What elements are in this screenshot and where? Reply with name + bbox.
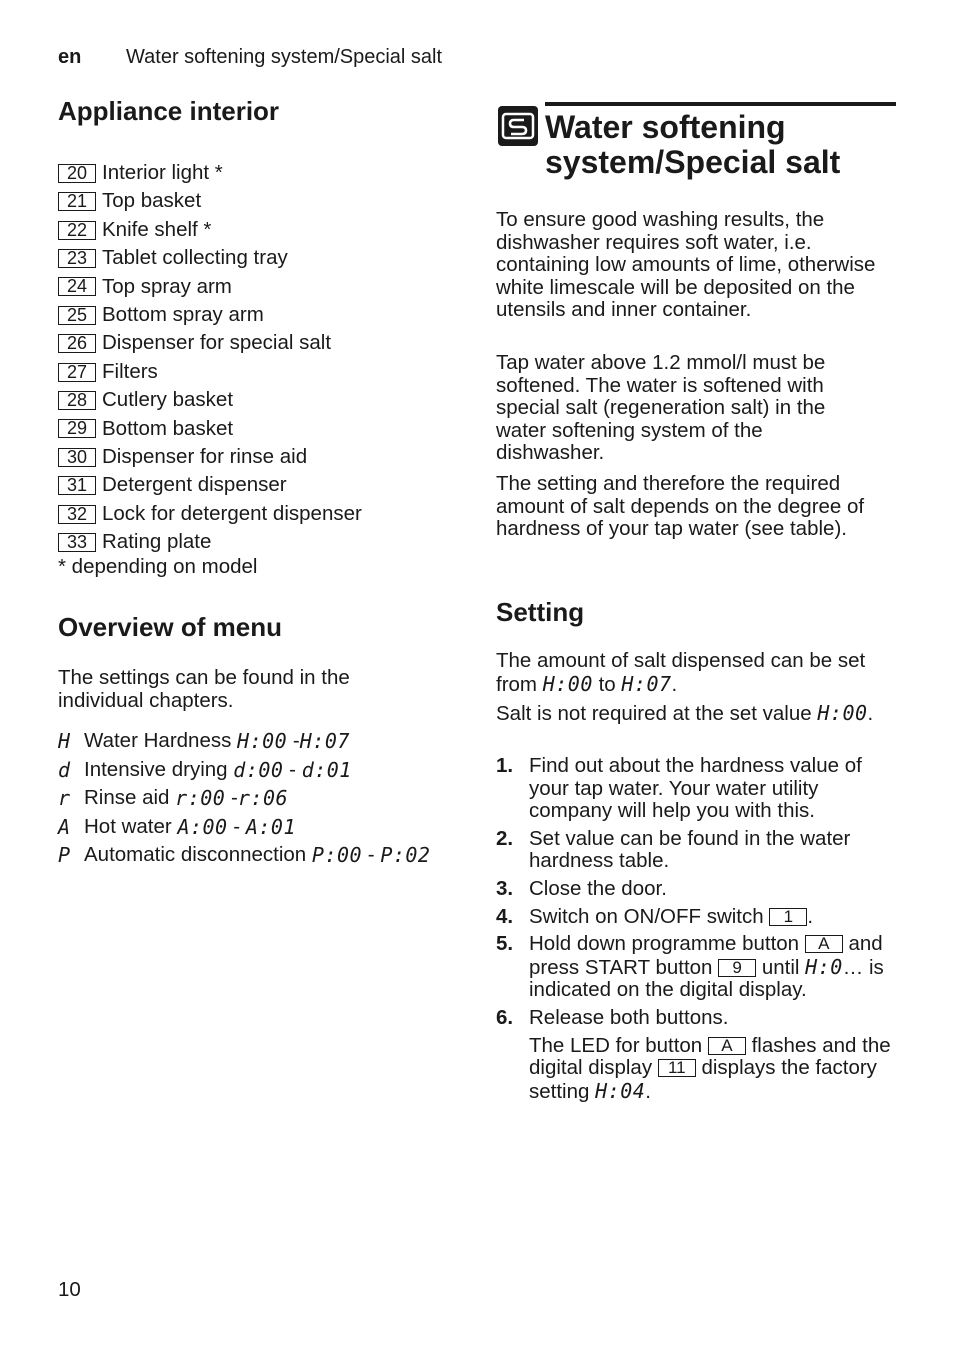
part-number: 22: [58, 221, 96, 240]
salt-paragraph-1: To ensure good washing results, the dishwasher requires soft water, i.e. containing low amounts of lime, otherwise white limescale will be deposited on the utensils and inner container.: [496, 208, 876, 322]
part-label: Bottom basket: [102, 416, 234, 440]
menu-range-to: P:02: [380, 843, 431, 868]
part-number: 27: [58, 363, 96, 382]
part-number: 29: [58, 419, 96, 438]
part-number: 23: [58, 249, 96, 268]
menu-label: Hot water: [84, 814, 172, 838]
menu-range-from: A:00: [177, 814, 228, 839]
step-1: 1. Find out about the hardness value of your tap water. Your water utility company will help you with this.: [496, 754, 862, 823]
part-number: 28: [58, 391, 96, 410]
button-ref-9: 9: [718, 959, 756, 977]
part-label: Cutlery basket: [102, 388, 234, 412]
title-rule: [545, 102, 896, 106]
part-number: 31: [58, 476, 96, 495]
salt-title: [545, 110, 905, 180]
part-label: Top basket: [102, 189, 202, 213]
part-label: Detergent dispenser: [102, 473, 287, 497]
menu-range-sep: -: [227, 814, 246, 838]
interior-part-item: [58, 415, 478, 443]
model-note: * depending on model: [58, 555, 258, 578]
menu-item: [58, 756, 478, 785]
menu-item: [58, 813, 478, 842]
menu-range-to: r:06: [237, 786, 289, 811]
interior-part-item: [58, 358, 478, 386]
part-number: 20: [58, 164, 96, 183]
part-label: Filters: [102, 359, 158, 383]
menu-item: [58, 784, 478, 813]
menu-label: Automatic disconnection: [84, 843, 307, 867]
menu-range-from: d:00: [233, 757, 284, 782]
setting-paragraph-1: The amount of salt dispensed can be set from H:00 to H:07.: [496, 649, 866, 696]
interior-part-item: [58, 301, 478, 329]
part-number: 21: [58, 192, 96, 211]
part-label: Knife shelf *: [102, 217, 212, 241]
interior-part-item: [58, 216, 478, 244]
menu-item: [58, 841, 478, 870]
part-label: Bottom spray arm: [102, 303, 264, 327]
display-ref-11: 11: [658, 1059, 696, 1077]
menu-list: [58, 727, 478, 870]
menu-range-sep: -: [362, 843, 381, 867]
button-ref-a: A: [708, 1037, 746, 1055]
part-label: Tablet collecting tray: [102, 246, 288, 270]
step-5: 5. Hold down programme button A and press START button 9 until H:0… is indicated on the digital display.: [496, 932, 884, 1002]
part-label: Top spray arm: [102, 274, 232, 298]
menu-intro: The settings can be found in the individual chapters.: [58, 666, 350, 712]
interior-part-item: [58, 273, 478, 301]
part-label: Dispenser for special salt: [102, 331, 332, 355]
menu-label: Water Hardness: [84, 729, 232, 752]
display-code: H:00: [542, 671, 593, 696]
appliance-interior-heading: Appliance interior: [58, 96, 280, 126]
interior-part-item: [58, 244, 478, 272]
setting-paragraph-2: Salt is not required at the set value H:00.: [496, 701, 874, 725]
interior-part-item: [58, 386, 478, 414]
menu-code: P: [58, 843, 71, 868]
menu-range-sep: -: [225, 786, 238, 810]
led-info: The LED for button A flashes and the digital display 11 displays the factory setting H:04.: [529, 1033, 891, 1103]
step-3: 3. Close the door.: [496, 876, 667, 900]
part-number: 24: [58, 277, 96, 296]
overview-menu-heading: Overview of menu: [58, 612, 282, 642]
part-number: 26: [58, 334, 96, 353]
part-label: Interior light *: [102, 161, 223, 184]
interior-part-item: [58, 187, 478, 215]
interior-part-item: [58, 500, 478, 528]
step-4: 4. Switch on ON/OFF switch 1 .: [496, 904, 814, 928]
part-label: Lock for detergent dispenser: [102, 501, 362, 525]
part-label: Rating plate: [102, 530, 212, 554]
menu-range-to: d:01: [301, 757, 352, 782]
menu-code: A: [58, 814, 71, 839]
menu-code: d: [58, 757, 71, 782]
interior-part-item: [58, 471, 478, 499]
interior-part-item: [58, 159, 478, 187]
setting-steps: [496, 755, 896, 1108]
part-number: 33: [58, 533, 96, 552]
salt-icon: [498, 106, 538, 146]
display-code: H:0: [805, 954, 843, 979]
salt-paragraph-2: Tap water above 1.2 mmol/l must be softened. The water is softened with special salt (regeneration salt) in the water softening system of the dishwasher.: [496, 351, 826, 465]
switch-ref: 1: [769, 908, 807, 926]
interior-part-item: [58, 443, 478, 471]
menu-range-from: H:00: [237, 729, 288, 753]
display-code: H:04: [595, 1078, 646, 1103]
step-6: 6. Release both buttons.: [496, 1005, 729, 1029]
running-header: Water softening system/Special salt: [126, 46, 443, 68]
part-number: 32: [58, 505, 96, 524]
language-code: en: [58, 46, 82, 68]
menu-range-sep: -: [283, 757, 302, 781]
salt-paragraph-3: The setting and therefore the required amount of salt depends on the degree of hardness of your tap water (see table).: [496, 472, 865, 541]
display-code: H:00: [817, 701, 868, 725]
menu-range-to: A:01: [245, 814, 296, 839]
menu-label: Intensive drying: [84, 757, 228, 781]
menu-code: H: [58, 729, 71, 753]
menu-label: Rinse aid: [84, 786, 170, 810]
part-number: 30: [58, 448, 96, 467]
menu-range-to: H:07: [299, 729, 350, 753]
menu-item: [58, 727, 478, 756]
page-number: 10: [58, 1278, 81, 1301]
interior-parts-list: [58, 159, 478, 557]
interior-part-item: [58, 329, 478, 357]
menu-range-from: r:00: [175, 786, 226, 811]
salt-title-line2: system/Special salt: [545, 144, 841, 180]
display-code: H:07: [621, 671, 672, 696]
part-label: Dispenser for rinse aid: [102, 445, 308, 469]
part-number: 25: [58, 306, 96, 325]
step-2: 2. Set value can be found in the water hardness table.: [496, 826, 851, 873]
interior-part-item: [58, 528, 478, 556]
salt-title-line1: Water softening: [545, 109, 786, 145]
menu-range-sep: -: [287, 729, 300, 752]
setting-heading: Setting: [496, 597, 585, 627]
menu-range-from: P:00: [311, 843, 363, 868]
button-ref-a: A: [805, 935, 843, 953]
menu-code: r: [58, 786, 71, 811]
